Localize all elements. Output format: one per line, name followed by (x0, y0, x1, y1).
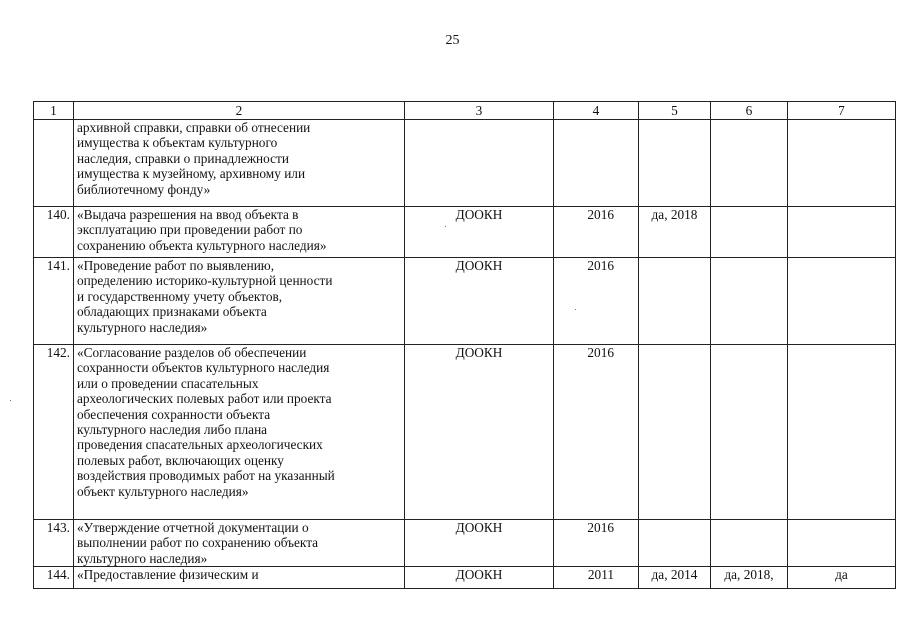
service-name-cell (74, 207, 405, 258)
table-header-row (34, 102, 896, 120)
service-name-line: имущества к музейному, архивному или (77, 166, 306, 182)
table-row (34, 120, 896, 207)
table-row (34, 520, 896, 567)
column-5-cell (639, 258, 711, 345)
column-7-cell (788, 207, 896, 258)
column-7-cell (788, 258, 896, 345)
row-number: 143. (34, 520, 74, 567)
service-name-line: культурного наследия» (77, 319, 208, 335)
service-name-line: археологических полевых работ или проекта (77, 391, 332, 407)
organization-cell: ДООКН (405, 258, 554, 345)
table-row (34, 258, 896, 345)
service-name-cell (74, 520, 405, 567)
organization-cell: ДООКН (405, 567, 554, 589)
column-5-cell (639, 520, 711, 567)
table-row (34, 207, 896, 258)
service-name-line: «Предоставление физическим и (77, 567, 259, 583)
service-name-cell (74, 567, 405, 589)
column-6-cell (711, 120, 788, 207)
service-name-line: объект культурного наследия» (77, 483, 249, 499)
service-name-line: выполнении работ по сохранению объекта (77, 535, 319, 551)
service-name-line: библиотечному фонду» (77, 181, 211, 197)
scan-speck (575, 309, 576, 310)
row-number (34, 120, 74, 207)
service-name-line: эксплуатацию при проведении работ по (77, 222, 303, 238)
table-row (34, 345, 896, 520)
scan-speck (445, 226, 446, 227)
header-cell: 4 (554, 102, 639, 120)
column-5-cell (639, 345, 711, 520)
service-name-line: проведения спасательных археологических (77, 437, 323, 453)
service-name-line: и государственному учету объектов, (77, 288, 283, 304)
service-name-line: обладающих признаками объекта (77, 304, 267, 320)
column-6-cell (711, 345, 788, 520)
organization-cell: ДООКН (405, 207, 554, 258)
year-cell: 2016 (554, 345, 639, 520)
service-name-line: определению историко-культурной ценности (77, 273, 333, 289)
header-cell: 7 (788, 102, 896, 120)
service-name-line: «Согласование разделов об обеспечении (77, 345, 307, 360)
service-name-line: культурного наследия либо плана (77, 422, 268, 438)
header-cell: 2 (74, 102, 405, 120)
year-cell (554, 120, 639, 207)
service-name-line: имущества к объектам культурного (77, 135, 278, 151)
service-name-cell (74, 345, 405, 520)
organization-cell: ДООКН (405, 520, 554, 567)
service-name-line: «Выдача разрешения на ввод объекта в (77, 207, 299, 222)
service-name-cell (74, 120, 405, 207)
header-cell: 5 (639, 102, 711, 120)
page-number: 25 (445, 33, 460, 48)
year-cell: 2016 (554, 258, 639, 345)
organization-cell (405, 120, 554, 207)
column-7-cell (788, 520, 896, 567)
organization-cell: ДООКН (405, 345, 554, 520)
service-name-line: «Утверждение отчетной документации о (77, 520, 309, 535)
service-name-line: культурного наследия» (77, 550, 208, 566)
scan-speck (10, 400, 11, 401)
column-5-cell: да, 2014 (639, 567, 711, 589)
year-cell: 2016 (554, 207, 639, 258)
column-5-cell (639, 120, 711, 207)
column-6-cell (711, 207, 788, 258)
row-number: 144. (34, 567, 74, 589)
column-5-cell: да, 2018 (639, 207, 711, 258)
column-7-cell (788, 345, 896, 520)
service-name-line: воздействия проводимых работ на указанный (77, 468, 335, 484)
table-row (34, 567, 896, 589)
year-cell: 2011 (554, 567, 639, 589)
column-6-cell (711, 258, 788, 345)
header-cell: 3 (405, 102, 554, 120)
column-7-cell: да (788, 567, 896, 589)
service-name-line: или о проведении спасательных (77, 375, 259, 391)
header-cell: 1 (34, 102, 74, 120)
column-7-cell (788, 120, 896, 207)
service-name-line: полевых работ, включающих оценку (77, 452, 284, 468)
service-name-line: архивной справки, справки об отнесении (77, 120, 311, 135)
row-number: 142. (34, 345, 74, 520)
header-cell: 6 (711, 102, 788, 120)
service-name-line: наследия, справки о принадлежности (77, 150, 289, 166)
column-6-cell: да, 2018, (711, 567, 788, 589)
services-table (33, 101, 896, 589)
service-name-line: сохранности объектов культурного наследия (77, 360, 330, 376)
year-cell: 2016 (554, 520, 639, 567)
service-name-line: «Проведение работ по выявлению, (77, 258, 275, 273)
row-number: 140. (34, 207, 74, 258)
column-6-cell (711, 520, 788, 567)
row-number: 141. (34, 258, 74, 345)
service-name-cell (74, 258, 405, 345)
service-name-line: сохранению объекта культурного наследия» (77, 237, 327, 253)
service-name-line: обеспечения сохранности объекта (77, 406, 271, 422)
